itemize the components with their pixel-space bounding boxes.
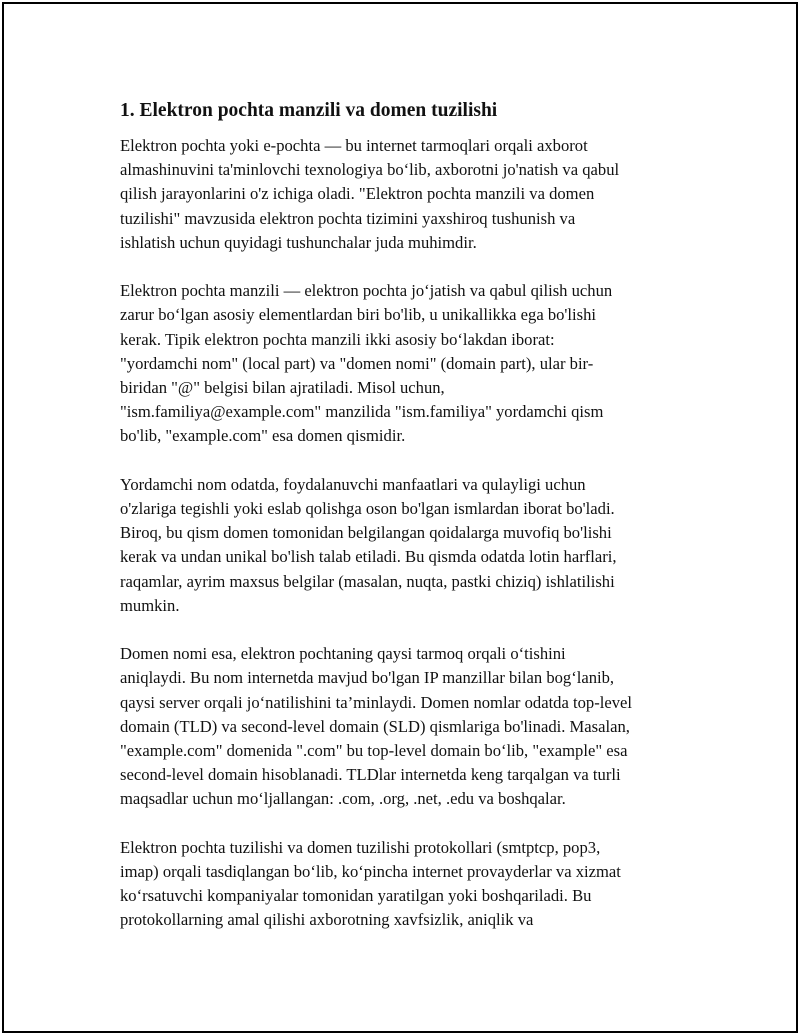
text-line: "example.com" domenida ".com" bu top-level domain bo‘lib, "example" esa [120, 741, 628, 761]
document-page [2, 2, 798, 1033]
text-line: zarur bo‘lgan asosiy elementlardan biri bo'lib, u unikallikka ega bo'lishi [120, 305, 597, 325]
text-line: bo'lib, "example.com" esa domen qismidir. [120, 426, 406, 446]
document-title: 1. Elektron pochta manzili va domen tuzilishi [120, 100, 498, 121]
text-line: Yordamchi nom odatda, foydalanuvchi manfaatlari va qulayligi uchun [120, 474, 586, 494]
text-line: imap) orqali tasdiqlangan bo‘lib, ko‘pincha internet provayderlar va xizmat [120, 862, 621, 882]
text-line: ko‘rsatuvchi kompaniyalar tomonidan yaratilgan yoki boshqariladi. Bu [120, 886, 592, 906]
paragraph-2 [120, 279, 700, 448]
text-line: "ism.familiya@example.com" manzilida "ism.familiya" yordamchi qism [120, 402, 604, 422]
text-line: mumkin. [120, 595, 180, 615]
text-line: Elektron pochta yoki e-pochta — bu internet tarmoqlari orqali axborot [120, 136, 588, 155]
text-line: maqsadlar uchun mo‘ljallangan: .com, .org, .net, .edu va boshqalar. [120, 789, 566, 809]
text-line: almashinuvini ta'minlovchi texnologiya bo‘lib, axborotni jo'natish va qabul [120, 160, 620, 180]
paragraph-4 [120, 642, 700, 811]
text-line: Domen nomi esa, elektron pochtaning qaysi tarmoq orqali o‘tishini [120, 644, 566, 664]
text-line: Elektron pochta manzili — elektron pochta jo‘jatish va qabul qilish uchun [120, 281, 613, 301]
text-line: qaysi server orqali jo‘natilishini ta’minlaydi. Domen nomlar odatda top-level [120, 692, 632, 712]
text-line: aniqlaydi. Bu nom internetda mavjud bo'lgan IP manzillar bilan bog‘lanib, [120, 668, 615, 688]
paragraph-1 [120, 134, 700, 255]
text-line: kerak. Tipik elektron pochta manzili ikki asosiy bo‘lakdan iborat: [120, 329, 555, 349]
text-line: "yordamchi nom" (local part) va "domen nomi" (domain part), ular bir- [120, 353, 594, 373]
paragraph-3 [120, 473, 700, 618]
text-line: qilish jarayonlarini o'z ichiga oladi. "Elektron pochta manzili va domen [120, 184, 595, 204]
text-line: protokollarning amal qilishi axborotning xavfsizlik, aniqlik va [120, 910, 534, 930]
paragraph-5 [120, 836, 700, 933]
text-line: domain (TLD) va second-level domain (SLD) qismlariga bo'linadi. Masalan, [120, 716, 630, 736]
text-line: ishlatish uchun quyidagi tushunchalar juda muhimdir. [120, 232, 477, 252]
text-line: Biroq, bu qism domen tomonidan belgilangan qoidalarga muvofiq bo'lishi [120, 523, 612, 543]
text-line: second-level domain hisoblanadi. TLDlar internetda keng tarqalgan va turli [120, 765, 621, 785]
text-line: kerak va undan unikal bo'lish talab etiladi. Bu qismda odatda lotin harflari, [120, 547, 617, 567]
text-line: Elektron pochta tuzilishi va domen tuzilishi protokollari (smtptcp, pop3, [120, 837, 601, 857]
text-line: biridan "@" belgisi bilan ajratiladi. Misol uchun, [120, 378, 445, 398]
text-line: o'zlariga tegishli yoki eslab qolishga oson bo'lgan ismlardan iborat bo'ladi. [120, 499, 615, 519]
text-line: tuzilishi" mavzusida elektron pochta tizimini yaxshiroq tushunish va [120, 208, 576, 228]
text-line: raqamlar, ayrim maxsus belgilar (masalan, nuqta, pastki chiziq) ishlatilishi [120, 571, 615, 591]
document-content [120, 98, 700, 957]
